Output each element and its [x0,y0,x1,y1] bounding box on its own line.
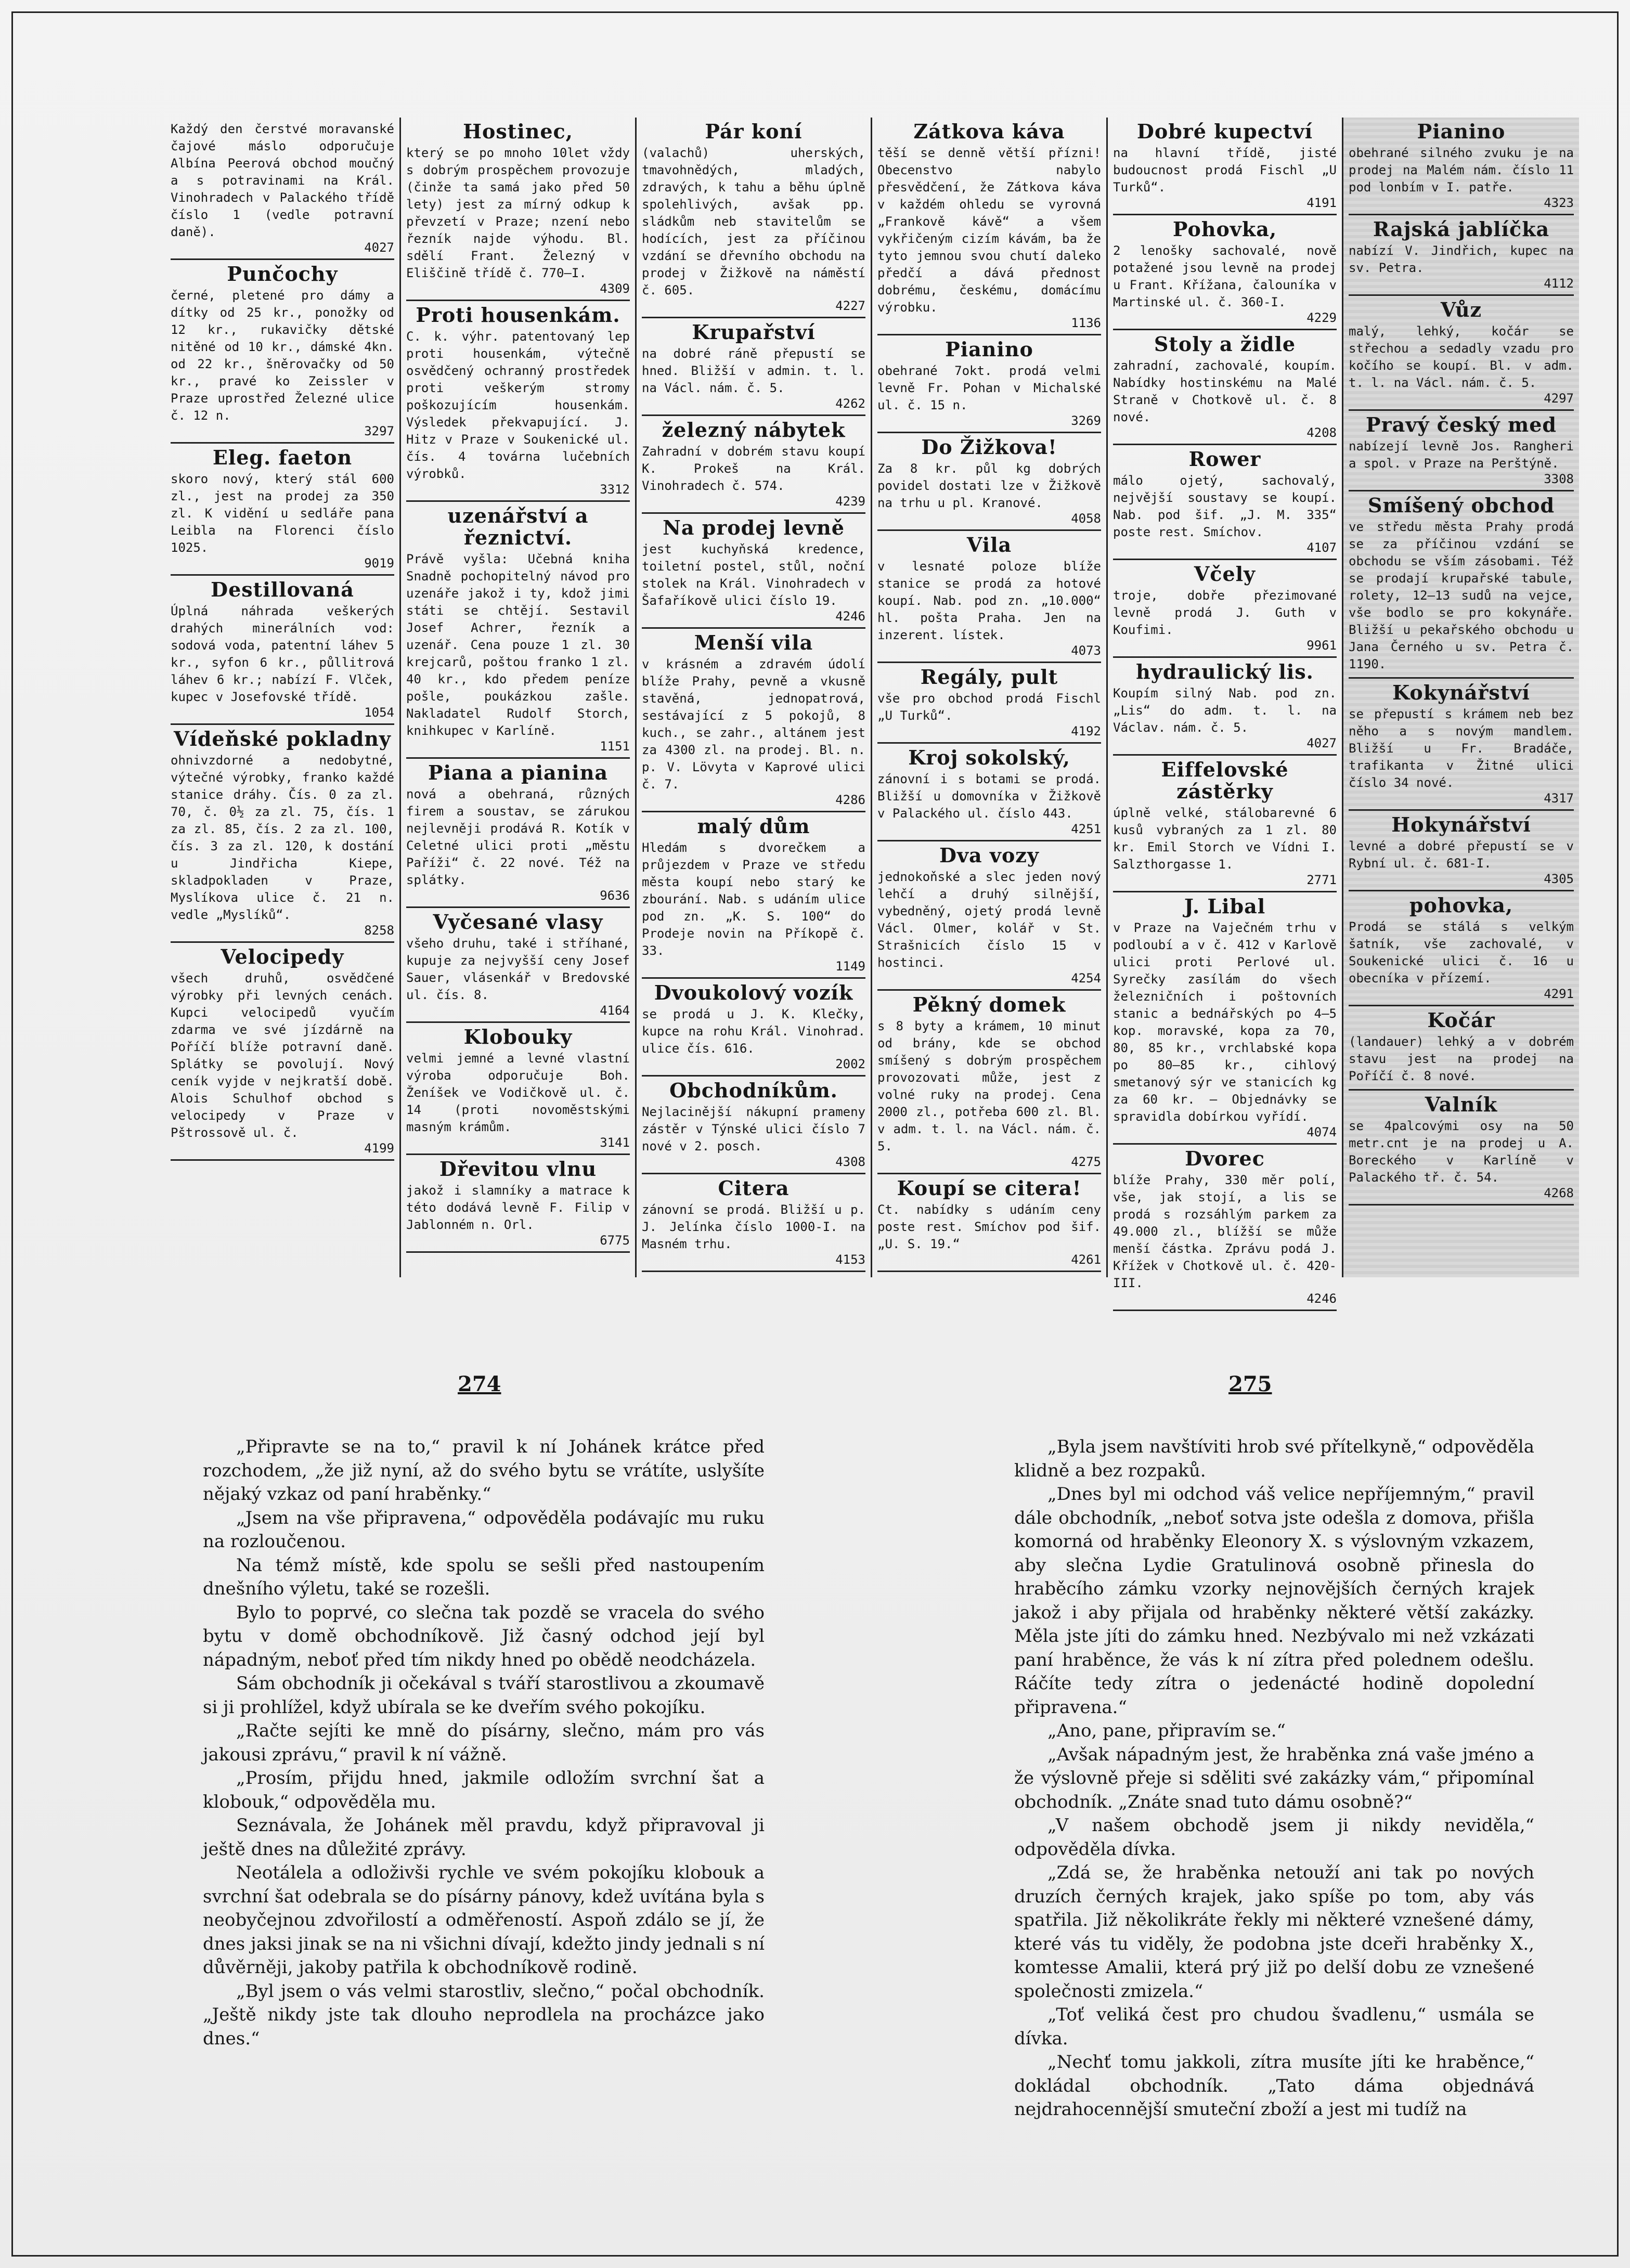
story-paragraph: „Dnes byl mi odchod váš velice nepříjemným,“ pravil dále obchodník, „neboť sotva jste odešla z domova, přišla komorná od hraběnky Eleonory X. s výslovným vzkazem, aby slečna Lydie Gratulinová osobně přinesla do hraběcího zámku vzorky nejnovějších černých krajek jakož i aby přijala od hraběnky některé větší zakázky. Měla jste jíti do zámku hned. Nezbývalo mi než vzkázati paní hraběnce, že vás k ní zítra před polednem odešlu. Ráčíte tedy zítra o jedenácté hodině dopolední připravena.“ [1014,1484,1534,1718]
ad-title: železný nábytek [662,418,846,442]
advertisement [642,1077,865,1174]
advertisement [406,118,630,301]
ad-number: 4323 [1544,196,1574,210]
ad-title: Vyčesané vlasy [433,910,603,934]
ad-number: 1151 [600,739,630,754]
advertisement [1349,1091,1574,1206]
ad-title: Zátkova káva [913,120,1065,143]
advertisement [877,1174,1101,1272]
advertisement [877,531,1101,663]
ad-text: skoro nový, který stál 600 zl., jest na prodej za 350 zl. K vidění u sedláře pana Leibla na Florenci číslo 1025. [171,472,394,555]
ad-title: Koupí se citera! [897,1176,1082,1200]
ad-title: Pianino [1417,120,1506,143]
ad-text: na dobré ráně přepustí se hned. Bližší v admin. t. l. na Václ. nám. č. 5. [642,346,865,395]
advertisement [642,812,865,979]
ad-number: 3141 [600,1135,630,1150]
advertisement [642,416,865,514]
ad-text: úplně velké, stálobarevné 6 kusů vybraných za 1 zl. 80 kr. Emil Storch ve Vídni I. Salzthorgasse 1. [1113,806,1337,872]
ad-number: 4191 [1306,196,1337,210]
ad-title: Hostinec, [463,120,573,143]
advertisement [877,433,1101,531]
advertisement [171,943,394,1161]
ad-number: 4199 [364,1141,394,1156]
ad-text: s 8 byty a krámem, 10 minut od brány, kde se obchod smíšený s dobrým prospěchem provozovati může, jest z volné ruky na prodej. Cena 2000 zl., potřeba 600 zl. Bl. v adm. t. l. na Václ. nám. č. 5. [877,1019,1101,1154]
advertisement [877,744,1101,841]
ad-number: 9019 [364,556,394,571]
ad-number: 1149 [835,959,865,974]
ad-title: Velocipedy [221,945,344,968]
ad-number: 4291 [1544,987,1574,1001]
ad-text: obehrané 7okt. prodá velmi levně Fr. Pohan v Michalské ul. č. 15 n. [877,364,1101,412]
ad-text: Za 8 kr. půl kg dobrých povidel dostati lze v Žižkově na trhu u pl. Kranové. [877,461,1101,510]
ad-title: uzenářství a řeznictví. [447,504,589,549]
ad-title: Vídeňské pokladny [173,727,391,750]
ad-number: 4262 [835,396,865,411]
ad-number: 4254 [1071,971,1101,986]
ad-number: 4112 [1544,276,1574,291]
ad-title: Dvoukolový vozík [654,981,853,1004]
ad-number: 4153 [835,1252,865,1267]
advertisement [171,118,394,260]
ad-number: 9961 [1306,638,1337,653]
ad-title: hydraulický lis. [1136,660,1314,683]
ad-number: 4286 [835,793,865,807]
advertisement [642,118,865,318]
ad-number: 9636 [600,888,630,903]
ad-text: Právě vyšla: Učebná kniha Snadně pochopitelný návod pro uzenáře jakož i ty, kdož jimi státi se chtějí. Sestavil Josef Achrer, řezník a uzenář. Cena pouze 1 zl. 30 krejcarů, poštou franko 1 zl. 40 kr., kdo předem peníze pošle, poukázkou zašle. Nakladatel Rudolf Storch, knihkupec v Karlíně. [406,552,630,738]
ad-text: nabízí V. Jindřich, kupec na sv. Petra. [1349,243,1574,275]
ad-text: (landauer) lehký a v dobrém stavu jest na prodej na Poříčí č. 8 nové. [1349,1034,1574,1083]
ad-text: Zahradní v dobrém stavu koupí K. Prokeš na Král. Vinohradech č. 574. [642,444,865,493]
ad-number: 4305 [1544,872,1574,886]
ad-number: 4268 [1544,1186,1574,1200]
advertisement [1113,330,1337,445]
story-paragraph: „Připravte se na to,“ pravil k ní Johánek krátce před rozchodem, „že již nyní, až do svého bytu se vrátíte, uslyšíte nějaký vzkaz od paní hraběnky.“ [203,1436,765,1505]
advertisement [1349,411,1574,491]
ad-number: 4107 [1306,540,1337,555]
ad-title: Dobré kupectví [1136,120,1313,143]
advertisement [1113,560,1337,658]
ad-number: 3297 [364,424,394,438]
ad-title: Destillovaná [211,578,354,601]
advertisement [1349,811,1574,891]
ad-number: 4317 [1544,791,1574,806]
ad-number: 4297 [1544,391,1574,406]
advertisement [406,759,630,908]
advertisement [1113,892,1337,1145]
ad-title: Valník [1425,1093,1498,1116]
ad-title: Rower [1188,447,1261,471]
ad-number: 4261 [1071,1252,1101,1267]
advertisement [642,318,865,416]
advertisement [1349,891,1574,1006]
ad-number: 4308 [835,1155,865,1169]
story-paragraph: „Račte sejíti ke mně do písárny, slečno, mám pro vás jakousi zprávu,“ pravil k ní vážně. [203,1720,765,1765]
ad-title: Eleg. faeton [212,446,353,469]
advertisement [642,514,865,629]
story-paragraph: „Avšak nápadným jest, že hraběnka zná vaše jméno a že výslovně přeje si sděliti své zakázky vám,“ připomínal obchodník. „Znáte snad tuto dámu osobně?“ [1014,1744,1534,1812]
ad-title: Hokynářství [1391,813,1531,836]
ad-text: zánovní i s botami se prodá. Bližší u domovníka v Žižkově v Palackého ul. číslo 443. [877,772,1101,821]
story-text-right [1014,1435,1534,2122]
ad-text: na hlavní třídě, jisté budoucnost prodá Fischl „U Turků“. [1113,146,1337,195]
ad-text: jednokoňské a slec jeden nový lehčí a druhý silnější, vybedněný, ojetý prodá levně Václ. Olmer, kolář v St. Strašnicích číslo 15 v hostinci. [877,870,1101,970]
advertisement [171,725,394,943]
ad-text: Prodá se stálá s velkým šatník, vše zachovalé, v Soukenické ulici č. 16 u obecníka v přízemí. [1349,919,1574,986]
advertisement-grid [165,118,1580,1306]
ad-text: Hledám s dvorečkem a průjezdem v Praze ve středu města koupí nebo starý ke zbourání. Nab. s udáním ulice pod zn. „K. S. 100“ do Prodeje novin na Příkopě č. 33. [642,840,865,958]
ad-number: 4074 [1306,1125,1337,1139]
ad-title: Krupařství [692,320,816,344]
story-paragraph: Bylo to poprvé, co slečna tak pozdě se vracela do svého bytu v domě obchodníkově. Již časný odchod její byl nápadným, neboť před tím nikdy hned po obědě neodcházela. [203,1602,765,1670]
ad-text: Ct. nabídky s udáním ceny poste rest. Smíchov pod šif. „U. S. 19.“ [877,1202,1101,1251]
ad-title: Kočár [1427,1008,1495,1032]
advertisement [1113,215,1337,330]
advertisement [1349,679,1574,811]
story-paragraph: Na témž místě, kde spolu se sešli před nastoupením dnešního výletu, také se rozešli. [203,1554,765,1599]
ad-title: Piana a pianina [428,761,608,784]
story-paragraph: „Nechť tomu jakkoli, zítra musíte jíti ke hraběnce,“ dokládal obchodník. „Tato dáma objednává nejdrahocennější smuteční zboží a jest mi tudíž na [1014,2052,1534,2120]
ad-title: Vila [966,533,1012,556]
ad-title: Do Žižkova! [921,435,1057,459]
advertisement [171,444,394,576]
ad-text: málo ojetý, sachovalý, nejvější soustavy se koupí. Nab. pod šif. „J. M. 335“ poste rest. Smíchov. [1113,473,1337,539]
ad-number: 4208 [1306,425,1337,440]
ad-title: Dvorec [1185,1147,1265,1170]
ad-column-6 [1343,118,1579,1277]
advertisement [1349,1006,1574,1091]
advertisement [1113,445,1337,560]
ad-text: se prodá u J. K. Klečky, kupce na rohu Král. Vinohrad. ulice čís. 616. [642,1007,865,1056]
ad-number: 4027 [364,240,394,255]
advertisement [1113,118,1337,215]
ad-text: všech druhů, osvědčené výrobky při levných cenách. Kupci velocipedů vyučím zdarma ve své jízdárně na Poříčí blíže potravní daně. Splátky se povolují. Nový ceník vyjde v nejkratší době. Alois Schulhof obchod s velocipedy v Praze v Pštrossově ul. č. [171,971,394,1140]
story-text-left [203,1435,765,2051]
ad-title: Obchodníkům. [669,1079,838,1102]
ad-title: Stoly a židle [1154,332,1296,356]
ad-text: v lesnaté poloze blíže stanice se prodá za hotové koupí. Nab. pod zn. „10.000“ hl. pošta Praha. Jen na inzerent. lístek. [877,559,1101,642]
ad-text: jakož i slamníky a matrace k této dodává levně F. Filip v Jablonném n. Orl. [406,1183,630,1232]
advertisement [1113,658,1337,756]
advertisement [877,118,1101,335]
ad-number: 4227 [835,299,865,313]
ad-number: 4239 [835,494,865,509]
ad-title: Citera [718,1176,790,1200]
advertisement [1113,1145,1337,1311]
ad-number: 1054 [364,705,394,720]
ad-title: Vůz [1440,298,1482,321]
ad-title: Menší vila [694,631,813,654]
ad-text: zánovní se prodá. Bližší u p. J. Jelínka číslo 1000-I. na Masném trhu. [642,1202,865,1251]
story-paragraph: „Zdá se, že hraběnka netouží ani tak po nových druzích černých krajek, jako spíše po tom, aby vás spatřila. Již několikráte řekly mi některé vznešené dámy, které vás tu viděly, že podobna jste dceři hraběnky X., komtesse Amalii, která prý již po delší dobu ze vznešené společnosti zmizela.“ [1014,1862,1534,2002]
ad-number: 4246 [1306,1291,1337,1306]
ad-title: Kokynářství [1392,681,1530,704]
ad-column-1 [165,118,401,1277]
advertisement [1349,118,1574,215]
ad-text: malý, lehký, kočár se střechou a sedadly vzadu pro kočího se koupí. Bl. v adm. t. l. na Václ. nám. č. 5. [1349,324,1574,390]
ad-column-3 [637,118,872,1277]
advertisement [877,841,1101,991]
story-paragraph: Seznávala, že Johánek měl pravdu, když připravoval ji ještě dnes na důležité zprávy. [203,1815,765,1860]
ad-number: 3308 [1544,472,1574,486]
ad-column-4 [872,118,1108,1277]
ad-text: Koupím silný Nab. pod zn. „Lis“ do adm. t. l. na Václav. nám. č. 5. [1113,686,1337,735]
ad-title: Regály, pult [920,665,1058,689]
advertisement [406,908,630,1023]
story-paragraph: „Byl jsem o vás velmi starostliv, slečno,“ počal obchodník. „Ještě nikdy jste tak dlouho neprodlela na procházce jako dnes.“ [203,1980,765,2049]
ad-text: nabízejí levně Jos. Rangheri a spol. v Praze na Perštýně. [1349,439,1574,471]
ad-number: 3312 [600,482,630,497]
ad-number: 6775 [600,1233,630,1248]
ad-text: v Praze na Vaječném trhu v podloubí a v č. 412 v Karlově ulici proti Perlové ul. Syrečky zasílám do všech železničních i poštovních stanic a bednářských po 4—5 kop. moravské, kopa za 70, 80, 85 kr., vrchlabské kopa po 80—85 kr., cihlový smetanový sýr ve stanicích kg za 60 kr. — Objednávky se spravidla dobírkou vyřídí. [1113,921,1337,1124]
ad-text: černé, pletené pro dámy a dítky od 25 kr., ponožky od 12 kr., rukavičky dětské nitěné od 10 kr., dámské 4kn. od 22 kr., šněrovačky od 50 kr., pravé ko Zeissler v Praze uprostřed Železné ulice č. 12 n. [171,288,394,423]
ad-number: 4073 [1071,643,1101,658]
ad-title: Pohovka, [1172,217,1277,241]
ad-text: Nejlacinější nákupní prameny zástěr v Týnské ulici číslo 7 nové v 2. posch. [642,1105,865,1154]
ad-title: Proti housenkám. [416,303,620,327]
advertisement [877,335,1101,433]
ad-title: Rajská jablíčka [1373,217,1550,241]
ad-number: 4246 [835,609,865,624]
ad-title: Na prodej levně [663,516,845,539]
advertisement [406,502,630,759]
ad-number: 4192 [1071,724,1101,738]
advertisement [171,576,394,725]
ad-text: (valachů) uherských, tmavohnědých, mladých, zdravých, k tahu a běhu úplně spolehlivých, avšak pp. sládkům neb stavitelům se hodících, jest za příčinou vzdání se dřevního obchodu na prodej v Žižkově na náměstí č. 605. [642,146,865,297]
story-paragraph: Neotálela a odloživši rychle ve svém pokojíku klobouk a svrchní šat odebrala se do písárny pánovy, kdež uvítána byla s neobyčejnou zdvořilostí a odměřeností. Aspoň zdálo se jí, že dnes jaksi jinak se na ni všichni dívají, kdežto jindy jednali s ní důvěrněji, jakoby patřila k obchodníkově rodině. [203,1862,765,1978]
story-paragraph: Sám obchodník ji očekával s tváří starostlivou a zkoumavě si ji prohlížel, když ubírala se ke dveřím svého pokojíku. [203,1673,765,1718]
ad-title: Punčochy [227,262,338,286]
ad-text: v krásném a zdravém údolí blíže Prahy, pevně a vkusně stavěná, jednopatrová, sestávající z 5 pokojů, 8 kuch., se zahr., altánem jest za 4300 zl. na prodej. Bl. n. p. V. Lövyta v Kaprové ulici č. 7. [642,657,865,792]
ad-number: 8258 [364,923,394,938]
story-paragraph: „Ano, pane, připravím se.“ [1047,1720,1286,1741]
advertisement [877,663,1101,744]
ad-text: se 4palcovými osy na 50 metr.cnt je na prodej u A. Boreckého v Karlíně v Palackého tř. č. 54. [1349,1119,1574,1185]
advertisement [642,979,865,1077]
ad-text: se přepustí s krámem neb bez něho a s novým mandlem. Bližší u Fr. Bradáče, trafikanta v Žitné ulici číslo 34 nové. [1349,707,1574,790]
advertisement [406,301,630,502]
ad-number: 4251 [1071,822,1101,836]
ad-title: pohovka, [1409,893,1513,917]
ad-number: 4309 [600,281,630,296]
ad-text: nová a obehraná, různých firem a soustav, se zárukou nejlevněji prodává R. Kotík v Celetné ulici proti „městu Paříži“ č. 22 nové. Též na splátky. [406,787,630,887]
ad-text: C. k. výhr. patentovaný lep proti housenkám, výtečně osvědčený ochranný prostředek proti veškerým stromy poškozujícím housenkám. Výsledek překvapující. J. Hitz v Praze v Soukenické ul. čís. 4 továrna lučebních výrobků. [406,329,630,481]
ad-text: vše pro obchod prodá Fischl „U Turků“. [877,691,1101,723]
ad-text: troje, dobře přezimované levně prodá J. Guth v Koufimi. [1113,588,1337,637]
ad-title: malý dům [697,814,810,838]
ad-title: Kroj sokolský, [908,746,1070,769]
ad-text: zahradní, zachovalé, koupím. Nabídky hostinskému na Malé Straně v Chotkově ul. č. 8 nové. [1113,358,1337,424]
page-number-left: 274 [458,1372,501,1396]
ad-number: 3269 [1071,413,1101,428]
advertisement [1349,491,1574,679]
ad-title: Včely [1194,562,1256,586]
ad-text: ve středu města Prahy prodá se za příčinou vzdání se obchodu se vším zásobami. Též se prodají krupařské tabule, rolety, 12—13 sudů na vejce, vše bodlo se pro kokynáře. Bližší u pekařského obchodu u Jana Černého u sv. Petra č. 1190. [1349,520,1574,671]
advertisement [877,991,1101,1174]
ad-number: 4275 [1071,1155,1101,1169]
advertisement [406,1023,630,1155]
ad-number: 4164 [600,1003,630,1018]
advertisement [1113,756,1337,892]
story-paragraph: „V našem obchodě jsem ji nikdy neviděla,“ odpověděla dívka. [1014,1815,1534,1860]
ad-text: 2 lenošky sachovalé, nově potažené jsou levně na prodej u Frant. Křížana, čalouníka v Martinské ul. č. 360-I. [1113,243,1337,309]
ad-title: Dřevitou vlnu [439,1157,597,1181]
ad-number: 4027 [1306,736,1337,750]
ad-title: Pár koní [705,120,803,143]
ad-text: těší se denně větší přízni! Obecenstvo nabylo přesvědčení, že Zátkova káva v každém ohledu se vyrovná „Frankově kávě“ a všem vykřičeným cizím kávám, ba že tyto jemnou svou chutí daleko předčí a dává přednost dobrému, českému, domácímu výrobku. [877,146,1101,315]
ad-text: Každý den čerstvé moravanské čajové máslo odporučuje Albína Peerová obchod moučný a s potravinami na Král. Vinohradech v Palackého třídě číslo 1 (vedle potravní daně). [171,122,394,239]
ad-text: levné a dobré přepustí se v Rybní ul. č. 681-I. [1349,839,1574,871]
advertisement [406,1155,630,1253]
ad-text: obehrané silného zvuku je na prodej na Malém nám. číslo 11 pod lonbím v I. patře. [1349,146,1574,195]
ad-title: Dva vozy [939,844,1039,867]
ad-number: 1136 [1071,316,1101,330]
ad-number: 4229 [1306,310,1337,325]
page-number-right: 275 [1228,1372,1272,1396]
advertisement [1349,215,1574,296]
ad-title: Klobouky [463,1025,573,1048]
ad-title: Pravý český med [1366,413,1557,436]
ad-title: Pěkný domek [912,993,1066,1016]
ad-column-5 [1108,118,1343,1306]
advertisement [171,260,394,444]
ad-column-2 [401,118,637,1277]
story-paragraph: „Byla jsem navštíviti hrob své přítelkyně,“ odpověděla klidně a bez rozpaků. [1014,1436,1534,1481]
ad-number: 2002 [835,1057,865,1071]
ad-title: Eiffelovské zástěrky [1161,758,1289,803]
advertisement [1349,296,1574,411]
ad-text: blíže Prahy, 330 měr polí, vše, jak stojí, a lis se prodá s rozsáhlým parkem za 49.000 zl., blížší se může menší částka. Zprávu podá J. Křížek v Chotkově ul. č. 420-III. [1113,1173,1337,1290]
story-paragraph: „Toť veliká čest pro chudou švadlenu,“ usmála se dívka. [1014,2004,1534,2049]
ad-text: Úplná náhrada veškerých drahých minerálních vod: sodová voda, patentní láhev 5 kr., syfon 6 kr., půllitrová láhev 6 kr.; nabízí F. Vlček, kupec v Josefovské třídě. [171,604,394,704]
advertisement [642,1174,865,1272]
ad-title: J. Libal [1184,895,1266,918]
advertisement [642,629,865,812]
ad-text: ohnivzdorné a nedobytné, výtečné výrobky, franko každé stanice dráhy. Čís. 0 za zl. 70, č. 0½ za zl. 75, čís. 1 za zl. 85, čís. 2 za zl. 100, čís. 3 za zl. 120, k dostání u Jindřicha Kiepe, skladpokladen v Praze, Myslíkova ulice č. 21 n. vedle „Myslíků“. [171,753,394,922]
ad-text: jest kuchyňská kredence, toiletní postel, stůl, noční stolek na Král. Vinohradech v Šafaříkově ulici číslo 19. [642,542,865,608]
ad-number: 4058 [1071,511,1101,526]
story-paragraph: „Prosím, přijdu hned, jakmile odložím svrchní šat a klobouk,“ odpověděla mu. [203,1768,765,1812]
ad-text: který se po mnoho 10let vždy s dobrým prospěchem provozuje (činže ta samá jako před 50 lety) jest za mírný odkup k převzetí v Praze; nzení nebo řezník najde výhodu. Bl. sdělí Frant. Železný v Eliščině třídě č. 770—I. [406,146,630,280]
ad-text: všeho druhu, také i stříhané, kupuje za nejvyšší ceny Josef Sauer, vlásenkář v Bredovské ul. čís. 8. [406,936,630,1002]
ad-number: 2771 [1306,873,1337,887]
ad-text: velmi jemné a levné vlastní výroba odporučuje Boh. Ženíšek ve Vodičkově ul. č. 14 (proti novoměstskými masným krámům. [406,1051,630,1134]
ad-title: Pianino [945,338,1033,361]
ad-title: Smíšený obchod [1367,494,1555,517]
story-paragraph: „Jsem na vše připravena,“ odpověděla podávajíc mu ruku na rozloučenou. [203,1507,765,1552]
